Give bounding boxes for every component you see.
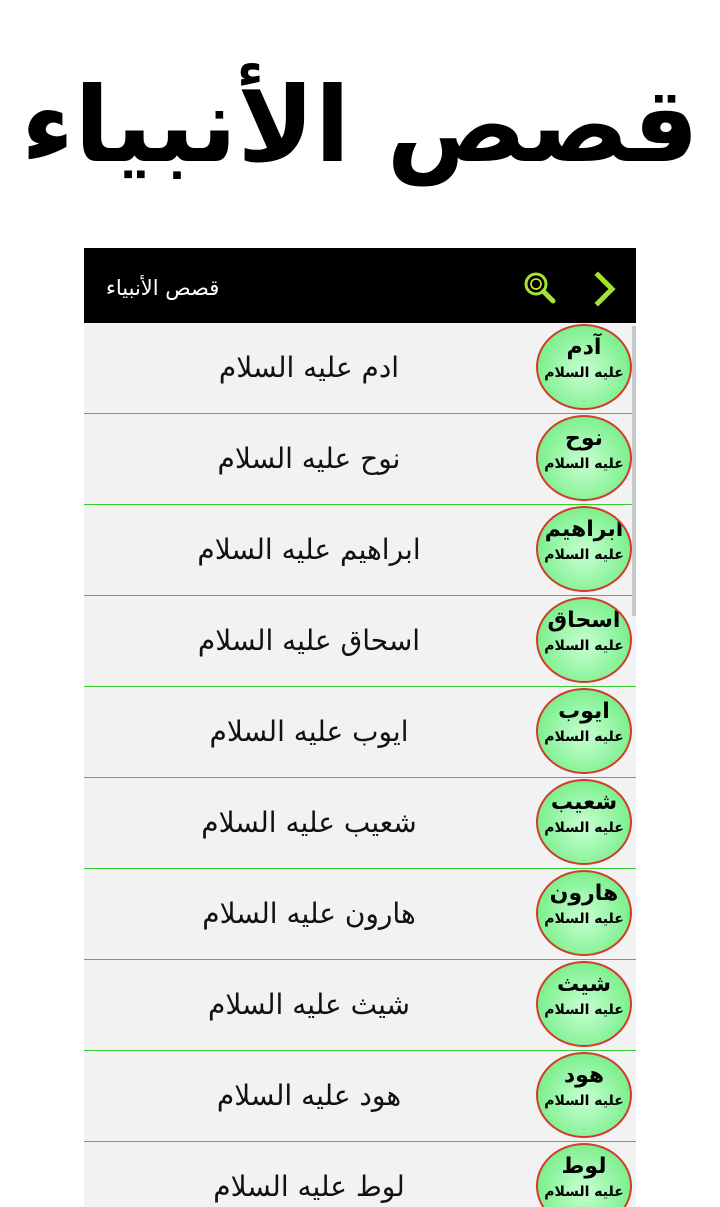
prophet-item-label: ايوب عليه السلام [209,715,409,748]
prophet-name-badge [536,779,632,865]
prophet-item-label: ادم عليه السلام [218,351,400,384]
prophet-name-badge [536,597,632,683]
prophet-name-badge [536,506,632,592]
prophet-name-badge [536,1143,632,1207]
prophet-list-item[interactable] [84,1051,636,1142]
prophet-name-badge [536,415,632,501]
prophet-name-badge [536,688,632,774]
prophet-list-item[interactable] [84,323,636,414]
badge-prophet-name: آدم [566,335,602,360]
prophet-name-badge [536,870,632,956]
badge-prophet-name: اسحاق [547,608,621,633]
prophet-list [84,323,636,1207]
app-bar-title: قصص الأنبياء [106,276,220,300]
prophet-item-label: هود عليه السلام [216,1079,402,1112]
search-button[interactable] [520,268,560,308]
prophet-name-badge [536,1052,632,1138]
badge-prophet-name: هود [563,1063,605,1088]
prophet-item-label: اسحاق عليه السلام [197,624,421,657]
prophet-list-item[interactable] [84,687,636,778]
badge-prophet-name: شيث [557,972,611,997]
badge-honorific: عليه السلام [544,547,624,563]
badge-prophet-name: ابراهيم [544,517,624,542]
app-bar [84,248,636,323]
badge-honorific: عليه السلام [544,729,624,745]
prophet-list-item[interactable] [84,960,636,1051]
prophet-list-item[interactable] [84,596,636,687]
prophet-item-label: لوط عليه السلام [213,1170,405,1203]
search-icon [520,268,560,308]
prophet-name-badge [536,961,632,1047]
badge-honorific: عليه السلام [544,1184,624,1200]
badge-honorific: عليه السلام [544,638,624,654]
badge-prophet-name: شعيب [550,790,618,815]
prophet-list-item[interactable] [84,869,636,960]
badge-prophet-name: نوح [565,426,603,451]
prophet-item-label: شعيب عليه السلام [201,806,417,839]
hero-title: قصص الأنبياء [21,64,699,186]
prophet-list-item[interactable] [84,505,636,596]
prophet-item-label: شيث عليه السلام [208,988,410,1021]
prophet-list-item[interactable] [84,778,636,869]
prophet-item-label: نوح عليه السلام [217,442,401,475]
app-window [84,248,636,1207]
prophet-list-item[interactable] [84,414,636,505]
prophet-name-badge [536,324,632,410]
chevron-right-icon [586,268,626,308]
badge-prophet-name: لوط [561,1154,607,1179]
badge-honorific: عليه السلام [544,911,624,927]
badge-honorific: عليه السلام [544,456,624,472]
badge-honorific: عليه السلام [544,1002,624,1018]
prophet-item-label: ابراهيم عليه السلام [197,533,421,566]
badge-honorific: عليه السلام [544,1093,624,1109]
badge-prophet-name: ايوب [558,699,610,724]
forward-button[interactable] [586,268,626,308]
badge-honorific: عليه السلام [544,365,624,381]
badge-honorific: عليه السلام [544,820,624,836]
prophet-list-item[interactable] [84,1142,636,1207]
badge-prophet-name: هارون [549,881,619,906]
prophet-item-label: هارون عليه السلام [202,897,416,930]
list-scrollbar[interactable] [632,326,636,616]
